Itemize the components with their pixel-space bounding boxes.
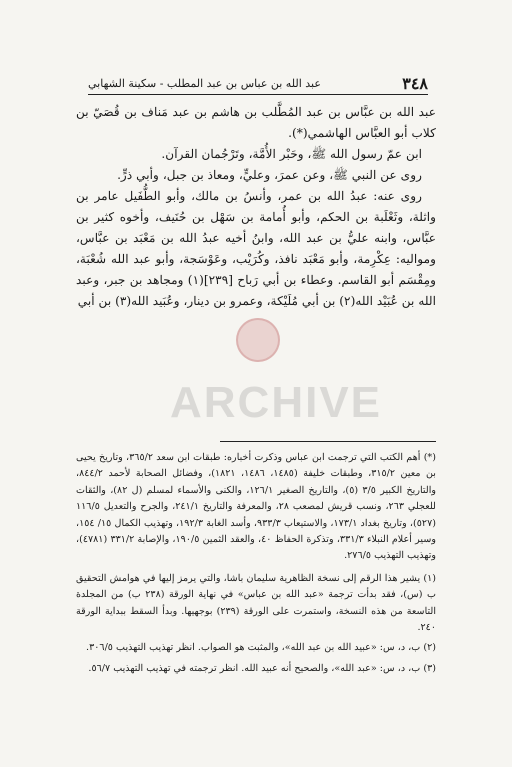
watermark-seal-icon xyxy=(236,318,280,362)
running-title: عبد الله بن عباس بن عبد المطلب - سكينة الشهابي xyxy=(88,76,321,90)
page-header xyxy=(88,72,428,95)
watermark: ARCHIVE xyxy=(170,378,383,427)
main-text xyxy=(76,102,436,312)
footnote: (*) أهم الكتب التي ترجمت ابن عباس وذكرت أخباره: طبقات ابن سعد ٣٦٥/٢، وتاريخ يحيى بن معين ٣١٥/٢، وطبقات خليفة (١٤٨٥، ١٤٨٦، ١٨٢١)، وفضائل الصحابة لأحمد ٨٤٤/٢، والتاريخ الكبير ٣/٥ (٥)، والتاريخ الصغير ١٢٦/١، والكنى والأسماء لمسلم (ل ٨٢)، والثقات للعجلي ٢٦٣، ونسب قريش لمصعب ٢٨، والمعرفة والتاريخ ٢٤١/١، والجرح والتعديل ١١٦/٥ (٥٢٧)، وتاريخ بغداد ١٧٣/١، والاستيعاب ٩٣٣/٣، وأسد الغابة ١٩٢/٣، وتهذيب الكمال ١٥/ ١٥٤، وسير أعلام النبلاء ٣٣١/٣، وتذكرة الحفاظ ٤٠، والعقد الثمين ١٩٠/٥، والإصابة ٣٣١/٢ (٤٧٨١)، وتهذيب التهذيب ٢٧٦/٥. xyxy=(76,452,437,562)
body-paragraph: روى عن النبي ﷺ، وعن عمرَ، وعليٍّ، ومعاذ بن جبل، وأبي ذرٍّ. xyxy=(117,168,422,182)
footnotes xyxy=(76,450,436,681)
entry-heading: عبد الله بن عبَّاس بن عبد المُطَّلب بن هاشم بن عبد مَناف بن قُصَيّ بن كلاب أبو العبَّاس الهاشمي(*). xyxy=(76,105,436,140)
page-number: ٣٤٨ xyxy=(402,73,428,93)
footnote: (٣) ب، د، س: «عبد الله»، والصحيح أنه عبيد الله. انظر ترجمته في تهذيب التهذيب ٥٦/٧. xyxy=(88,662,436,674)
body-paragraph: روى عنه: عبدُ الله بن عمر، وأنسُ بن مالك، وأبو الطُّفَيل عامر بن واثلة، وثَعْلَبة بن الحكم، وأبو أُمامة بن سَهْل بن حُنَيف، وأخوه كثير بن عبَّاس، وابنه عليُّ بن عبد الله، وابنُ أخيه عبدُ الله بن مَعْبَد بن عبَّاس، ومواليه: عِكْرِمة، وأبو مَعْبَد نافذ، وكُرَيْب، وعَوْسَجة، وأبو عبد الله شُعْبَة، ومِقْسَم أبو القاسم. وعطاء بن أبي رَباح [٢٣٩](١) ومجاهد بن جبر، وعبد الله بن عُبَيْد الله(٢) بن أبي مُلَيْكة، وعمرو بن دينار، وعُبَيد الله(٣) بن أبي xyxy=(76,189,437,308)
footnote-divider xyxy=(220,441,436,442)
footnote: (٢) ب، د، س: «عبيد الله بن عبد الله»، والمثبت هو الصواب. انظر تهذيب التهذيب ٣٠٦/٥. xyxy=(86,642,436,654)
footnote: (١) يشير هذا الرقم إلى نسخة الظاهرية سليمان باشا، والتي يرمز إليها في هوامش التحقيق ب (س)، فقد بدأت ترجمة «عبد الله بن عباس» في نهاية الورقة (٢٣٨ ب) من المجلدة التاسعة من هذه النسخة، واستمرت على الورقة (٢٣٩) بوجهيها. وبدأ السقط ببداية الورقة ٢٤٠. xyxy=(76,572,436,634)
body-paragraph: ابن عمّ رسول الله ﷺ، وحَبْر الأُمَّة، وتَرْجُمان القرآن. xyxy=(161,147,422,161)
